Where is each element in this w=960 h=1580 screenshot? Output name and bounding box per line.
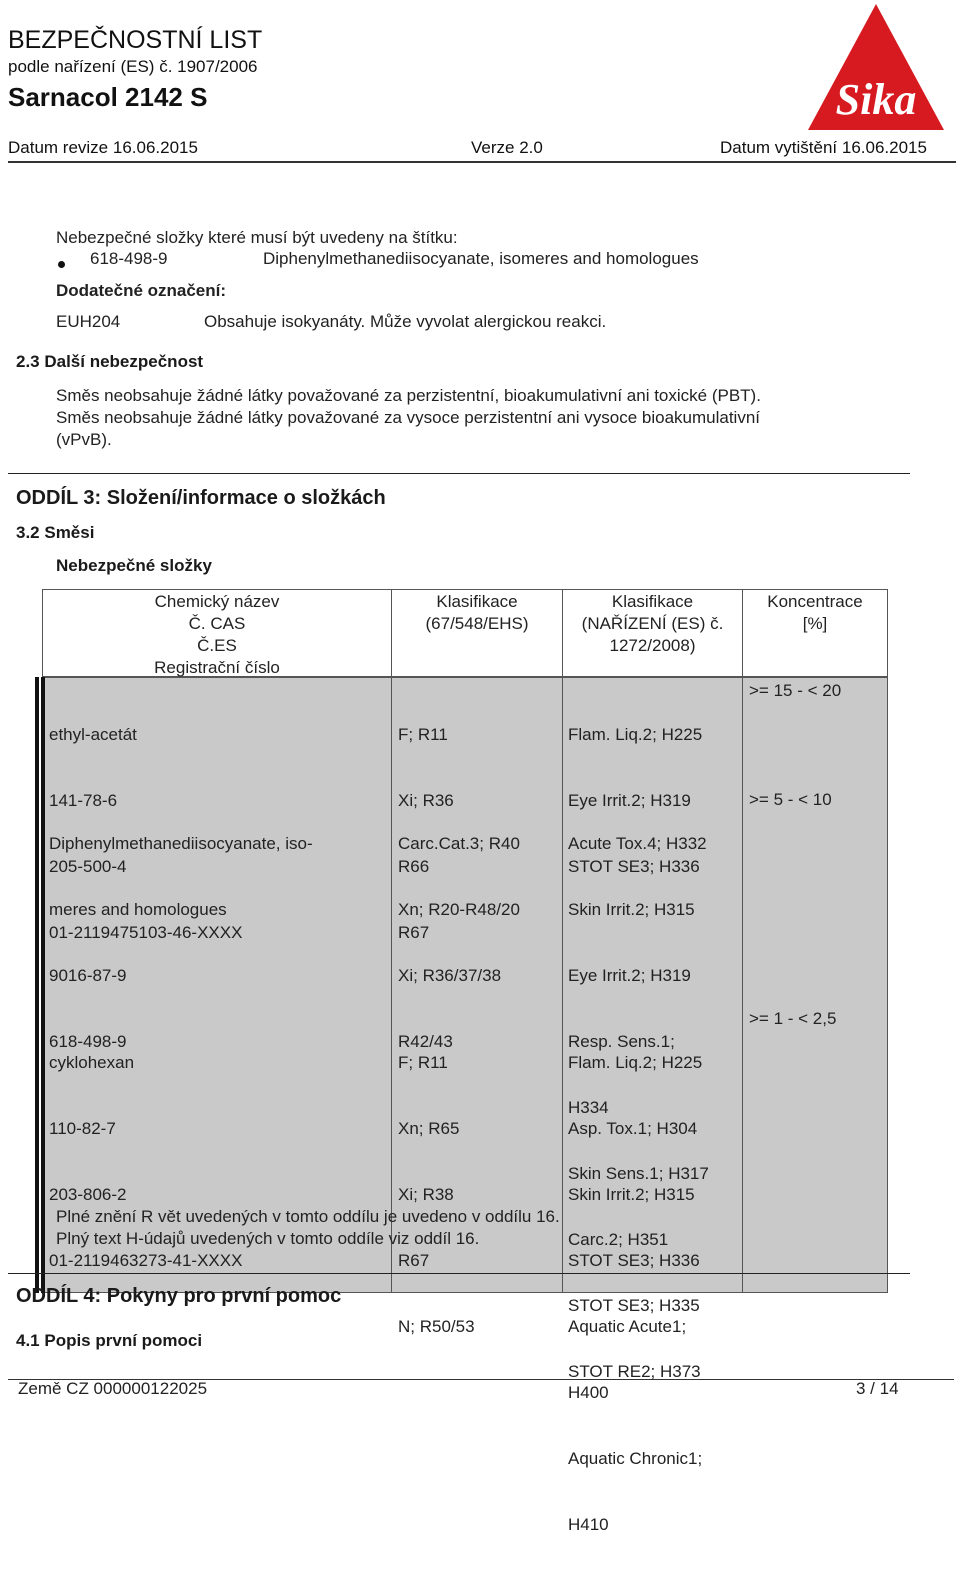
col-clp-header (562, 591, 743, 657)
h-statement: H335 (659, 1296, 700, 1315)
r-phrase: R67 (398, 1251, 430, 1270)
r-phrase: R36 (422, 791, 454, 810)
clp-line: STOT SE3; H335 (568, 1296, 700, 1315)
hazard-category: 2 (642, 725, 653, 744)
euh-text: Obsahuje isokyanáty. Může vyvolat alergickou reakci. (204, 312, 607, 331)
section-2-3-heading: 2.3 Další nebezpečnost (16, 352, 204, 371)
r-phrase: R38 (422, 1185, 454, 1204)
hazard-class: Flam. Liq. (568, 725, 643, 744)
r-phrase: R67 (398, 923, 430, 942)
hazard-category: 3 (640, 1296, 650, 1315)
registration-number: 01-2119475103-46-XXXX (49, 923, 243, 942)
r-phrase: R42/43 (398, 1032, 453, 1051)
col-reg-line: Registrační číslo (154, 658, 280, 677)
col-conc-header (742, 591, 888, 635)
sika-logo (806, 2, 946, 132)
hazard-class: Asp. Tox. (568, 1119, 638, 1138)
clp-line: Flam. Liq.2; H225 (568, 725, 703, 744)
hazard-category: 2 (635, 900, 645, 919)
row-1-concentration: >= 15 - < 20 (749, 681, 842, 700)
col-dsd-line: (67/548/EHS) (425, 614, 529, 633)
r-phrase: R11 (417, 1053, 448, 1072)
h-statement: H373 (659, 1362, 701, 1381)
h-statement: H225 (661, 725, 703, 744)
h-statement: H304 (656, 1119, 698, 1138)
row-3-concentration: >= 1 - < 2,5 (749, 1009, 837, 1028)
hazard-class: Skin Irrit. (568, 1185, 636, 1204)
hazard-class: Skin Sens. (568, 1164, 650, 1183)
hazard-class: Resp. Sens. (568, 1032, 661, 1051)
col-es-line: Č.ES (197, 636, 237, 655)
h-statement: H315 (653, 1185, 695, 1204)
h-statement: H319 (650, 966, 691, 985)
row-2-concentration: >= 5 - < 10 (749, 790, 832, 809)
r-phrases-note: Plné znění R vět uvedených v tomto oddílu je uvedeno v oddílu 16. (56, 1207, 560, 1226)
hazard-class: STOT SE (568, 1251, 641, 1270)
es-number: 205-500-4 (49, 857, 127, 876)
section-3-heading: ODDÍL 3: Složení/informace o složkách (16, 487, 386, 509)
vpvb-statement-cont: (vPvB). (56, 430, 112, 449)
dsd-line: Xn; R20-R48/20 (398, 900, 520, 919)
clp-line: Skin Sens.1; H317 (568, 1164, 709, 1183)
substance-name-cont: meres and homologues (49, 900, 227, 919)
dsd-class: Xi (398, 1185, 414, 1204)
hazard-class: Eye Irrit. (568, 966, 632, 985)
h-statement: H319 (650, 791, 691, 810)
col-conc-line: Koncentrace (767, 592, 863, 611)
clp-line: STOT SE3; H336 (568, 1251, 700, 1270)
print-date: Datum vytištění 16.06.2015 (720, 138, 927, 157)
hazard-category: 3 (640, 857, 650, 876)
hazard-class: Flam. Liq. (568, 1053, 643, 1072)
hazard-category: 3 (640, 1251, 650, 1270)
col-name-header (42, 591, 392, 679)
page-number: 3 / 14 (856, 1379, 899, 1398)
registration-number: 01-2119463273-41-XXXX (49, 1251, 243, 1270)
dsd-class: N (398, 1317, 411, 1336)
substance-name: cyklohexan (49, 1053, 135, 1072)
clp-line: Skin Irrit.2; H315 (568, 1185, 695, 1204)
hazard-category: 1 (671, 1317, 682, 1336)
r-phrase: R11 (417, 725, 448, 744)
cas-number: 9016-87-9 (49, 966, 127, 985)
dsd-line: Xi; R38 (398, 1185, 454, 1204)
section-4-heading: ODDÍL 4: Pokyny pro první pomoc (16, 1285, 342, 1307)
h-statement: H315 (653, 900, 695, 919)
clp-line: Eye Irrit.2; H319 (568, 966, 691, 985)
col-dsd-line: Klasifikace (436, 592, 518, 611)
col-clp-line: 1272/2008) (609, 636, 696, 655)
hazard-components-label: Nebezpečné složky které musí být uvedeny na štítku: (56, 228, 458, 247)
dsd-class: Xi (398, 966, 414, 985)
footer-country-code: Země CZ 000000122025 (18, 1379, 208, 1398)
dsd-line: Xi; R36/37/38 (398, 966, 502, 985)
h-statement: H351 (627, 1230, 669, 1249)
col-clp-line: Klasifikace (611, 592, 694, 611)
h-statement: H332 (666, 834, 707, 853)
body-cell-conc (742, 677, 888, 1293)
dsd-category: 3 (469, 834, 480, 853)
h-statement: H336 (659, 1251, 700, 1270)
euh-code: EUH204 (56, 312, 121, 331)
h-statement: H410 (568, 1515, 609, 1534)
hazard-category: 1 (660, 1032, 671, 1051)
dsd-class: Xn (398, 1119, 419, 1138)
h-statement: H225 (661, 1053, 703, 1072)
h-statement: H334 (568, 1098, 609, 1117)
clp-line: Resp. Sens.1; (568, 1032, 675, 1051)
hazard-category: 4 (647, 834, 657, 853)
hazard-category: 2 (642, 1053, 653, 1072)
change-bar (35, 677, 39, 1293)
h-statement: H400 (568, 1383, 609, 1402)
substance-name: Diphenylmethanediisocyanate, iso- (49, 834, 313, 853)
es-number: 203-806-2 (49, 1185, 127, 1204)
clp-line: Asp. Tox.1; H304 (568, 1119, 698, 1138)
dsd-class: Carc.Cat. (398, 834, 470, 853)
r-phrase: R20-R48/20 (428, 900, 520, 919)
hazard-category: 2 (641, 1362, 651, 1381)
product-name: Sarnacol 2142 S (8, 82, 208, 112)
dsd-line: F; R11 (398, 1053, 448, 1072)
hazard-category: 2 (631, 791, 641, 810)
hazard-category: 1 (637, 1119, 648, 1138)
row-3-clp (568, 1008, 702, 1580)
table-title: Nebezpečné složky (56, 556, 212, 575)
bullet-icon (58, 261, 65, 268)
col-name-line: Chemický název (154, 592, 280, 611)
substance-name: ethyl-acetát (49, 725, 137, 744)
revision-date: Datum revize 16.06.2015 (8, 138, 198, 157)
hazard-category: 1 (649, 1164, 659, 1183)
dsd-class: Xn (398, 900, 419, 919)
r-phrase: R50/53 (419, 1317, 475, 1336)
col-cas-line: Č. CAS (188, 614, 246, 633)
hazard-component-code: 618-498-9 (90, 249, 168, 268)
svg-text:Sika: Sika (835, 75, 917, 124)
hazard-class: STOT SE (568, 857, 641, 876)
document-title: BEZPEČNOSTNÍ LIST (8, 26, 263, 54)
hazard-category: 2 (635, 1185, 645, 1204)
dsd-line: N; R50/53 (398, 1317, 475, 1336)
clp-line: Skin Irrit.2; H315 (568, 900, 695, 919)
hazard-category: 2 (608, 1230, 619, 1249)
cas-number: 110-82-7 (49, 1119, 116, 1138)
section-divider (8, 473, 910, 474)
hazard-class: STOT RE (568, 1362, 642, 1381)
section-3-2-heading: 3.2 Směsi (16, 523, 95, 542)
clp-line: Acute Tox.4; H332 (568, 834, 707, 853)
clp-line: Aquatic Acute1; (568, 1317, 687, 1336)
hazard-class: Carc. (568, 1230, 609, 1249)
r-phrase: R40 (488, 834, 520, 853)
clp-line: STOT SE3; H336 (568, 857, 700, 876)
header-divider (8, 161, 956, 163)
h-statement: H336 (659, 857, 700, 876)
regulation-subtitle: podle nařízení (ES) č. 1907/2006 (8, 57, 258, 76)
hazard-category: 2 (631, 966, 641, 985)
hazard-class: Acute Tox. (568, 834, 648, 853)
version: Verze 2.0 (471, 138, 543, 157)
dsd-line: Carc.Cat.3; R40 (398, 834, 520, 853)
dsd-line: Xn; R65 (398, 1119, 460, 1138)
col-clp-line: (NAŘÍZENÍ (ES) č. (581, 614, 724, 633)
dsd-class: F (398, 1053, 409, 1072)
vpvb-statement: Směs neobsahuje žádné látky považované za vysoce perzistentní ani vysoce bioakumulativní (56, 408, 761, 427)
clp-line: Flam. Liq.2; H225 (568, 1053, 703, 1072)
r-phrase: R66 (398, 857, 430, 876)
clp-line: Carc.2; H351 (568, 1230, 669, 1249)
dsd-class: Xi (398, 791, 414, 810)
change-bar (41, 677, 45, 1293)
h-statement: H317 (668, 1164, 709, 1183)
hazard-category: 1 (688, 1449, 698, 1468)
hazard-class: Aquatic Acute (568, 1317, 672, 1336)
dsd-class: F (398, 725, 409, 744)
clp-line: Eye Irrit.2; H319 (568, 791, 691, 810)
col-dsd-header (391, 591, 563, 635)
section-4-1-heading: 4.1 Popis první pomoci (16, 1331, 203, 1350)
clp-line: STOT RE2; H373 (568, 1362, 701, 1381)
hazard-class: Aquatic Chronic (568, 1449, 689, 1468)
pbt-statement: Směs neobsahuje žádné látky považované za perzistentní, bioakumulativní ani toxické (PBT). (56, 386, 761, 405)
es-number: 618-498-9 (49, 1032, 127, 1051)
row-3-dsd (398, 1008, 475, 1382)
clp-line: Aquatic Chronic1; (568, 1449, 703, 1468)
section-divider (8, 1273, 910, 1274)
h-statements-note: Plný text H-údajů uvedených v tomto oddíle viz oddíl 16. (56, 1229, 480, 1248)
cas-number: 141-78-6 (49, 791, 118, 810)
col-conc-line: [%] (802, 614, 828, 633)
additional-label: Dodatečné označení: (56, 281, 227, 300)
r-phrase: R36/37/38 (422, 966, 502, 985)
dsd-line: F; R11 (398, 725, 448, 744)
hazard-class: Eye Irrit. (568, 791, 632, 810)
r-phrase: R65 (428, 1119, 460, 1138)
hazard-class: Skin Irrit. (568, 900, 636, 919)
row-3-name (49, 1008, 242, 1316)
hazard-component-name: Diphenylmethanediisocyanate, isomeres and homologues (263, 249, 699, 268)
hazard-class: STOT SE (568, 1296, 641, 1315)
dsd-line: Xi; R36 (398, 791, 454, 810)
